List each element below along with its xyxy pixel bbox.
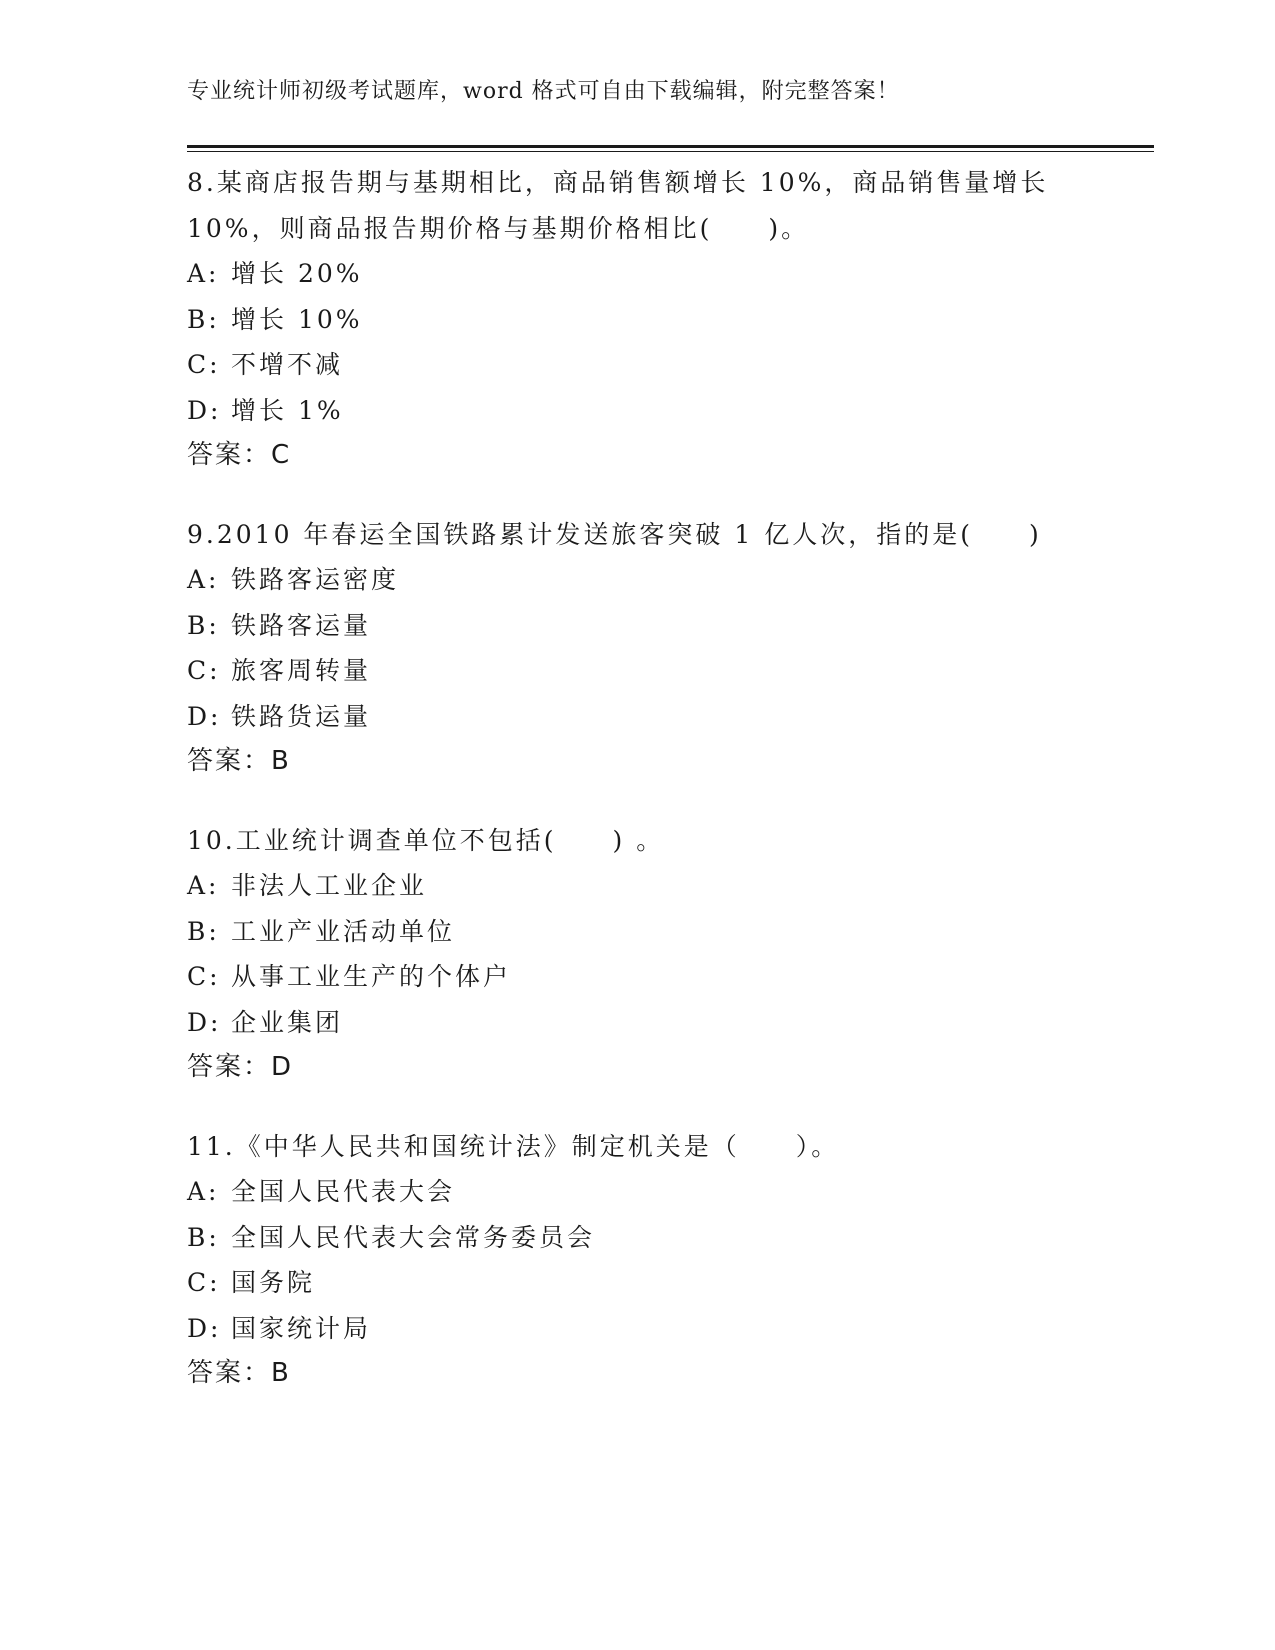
option-d (187, 388, 1087, 434)
option-letter: A: (187, 871, 220, 900)
option-text: 国家统计局 (231, 1313, 372, 1343)
answer-line: 答案：C (187, 440, 292, 470)
question-stem: 10%，则商品报告期价格与基期价格相比( )。 (187, 213, 810, 243)
option-b (187, 1215, 1087, 1261)
question-stem: 11.《中华人民共和国统计法》制定机关是（ ）。 (187, 1131, 840, 1161)
option-letter: D: (187, 1007, 222, 1037)
answer-line: 答案：D (187, 1052, 294, 1082)
option-letter: B: (187, 304, 220, 334)
option-a (187, 1169, 1087, 1215)
option-letter: D: (187, 701, 222, 731)
option-letter: D: (187, 1313, 222, 1343)
question-9 (187, 512, 1087, 785)
question-11 (187, 1124, 1087, 1397)
option-d (187, 694, 1087, 740)
option-text: 企业集团 (231, 1007, 344, 1037)
answer-line: 答案：B (187, 746, 291, 776)
option-text: 铁路货运量 (231, 701, 372, 731)
option-letter: B: (187, 916, 220, 946)
page-header: 专业统计师初级考试题库，word 格式可自由下载编辑，附完整答案！ (187, 79, 900, 104)
option-b (187, 909, 1087, 955)
option-text: 旅客周转量 (231, 656, 372, 685)
option-a (187, 557, 1087, 603)
option-a (187, 863, 1087, 909)
option-text: 国务院 (231, 1268, 316, 1297)
option-text: 非法人工业企业 (231, 871, 428, 900)
option-b (187, 297, 1087, 343)
option-b (187, 603, 1087, 649)
option-letter: A: (187, 565, 220, 594)
option-letter: D: (187, 395, 222, 425)
option-c (187, 954, 1087, 1000)
option-text: 增长 1% (231, 395, 344, 425)
option-text: 全国人民代表大会常务委员会 (231, 1222, 596, 1252)
option-d (187, 1306, 1087, 1352)
option-letter: A: (187, 1177, 220, 1206)
option-text: 不增不减 (231, 350, 344, 379)
option-a (187, 251, 1087, 297)
option-text: 工业产业活动单位 (231, 916, 456, 946)
option-c (187, 342, 1087, 388)
option-d (187, 1000, 1087, 1046)
option-letter: A: (187, 259, 220, 288)
option-text: 全国人民代表大会 (231, 1177, 456, 1206)
header-rule-thin (187, 151, 1154, 152)
question-stem: 8.某商店报告期与基期相比，商品销售额增长 10%，商品销售量增长 (187, 168, 1049, 197)
option-letter: C: (187, 350, 221, 379)
option-text: 铁路客运量 (231, 610, 372, 640)
option-letter: B: (187, 1222, 220, 1252)
option-text: 增长 10% (231, 304, 363, 334)
option-letter: B: (187, 610, 220, 640)
question-stem: 10.工业统计调查单位不包括( ) 。 (187, 825, 665, 855)
question-stem: 9.2010 年春运全国铁路累计发送旅客突破 1 亿人次，指的是( ) (187, 519, 1042, 549)
option-letter: C: (187, 962, 221, 991)
option-text: 铁路客运密度 (231, 565, 400, 594)
option-text: 增长 20% (231, 259, 363, 288)
question-list (187, 160, 1087, 1430)
option-letter: C: (187, 1268, 221, 1297)
header-rule-thick (187, 145, 1154, 148)
question-10 (187, 818, 1087, 1091)
option-letter: C: (187, 656, 221, 685)
answer-line: 答案：B (187, 1358, 291, 1388)
option-c (187, 648, 1087, 694)
option-c (187, 1260, 1087, 1306)
option-text: 从事工业生产的个体户 (231, 962, 512, 991)
question-8 (187, 160, 1087, 479)
